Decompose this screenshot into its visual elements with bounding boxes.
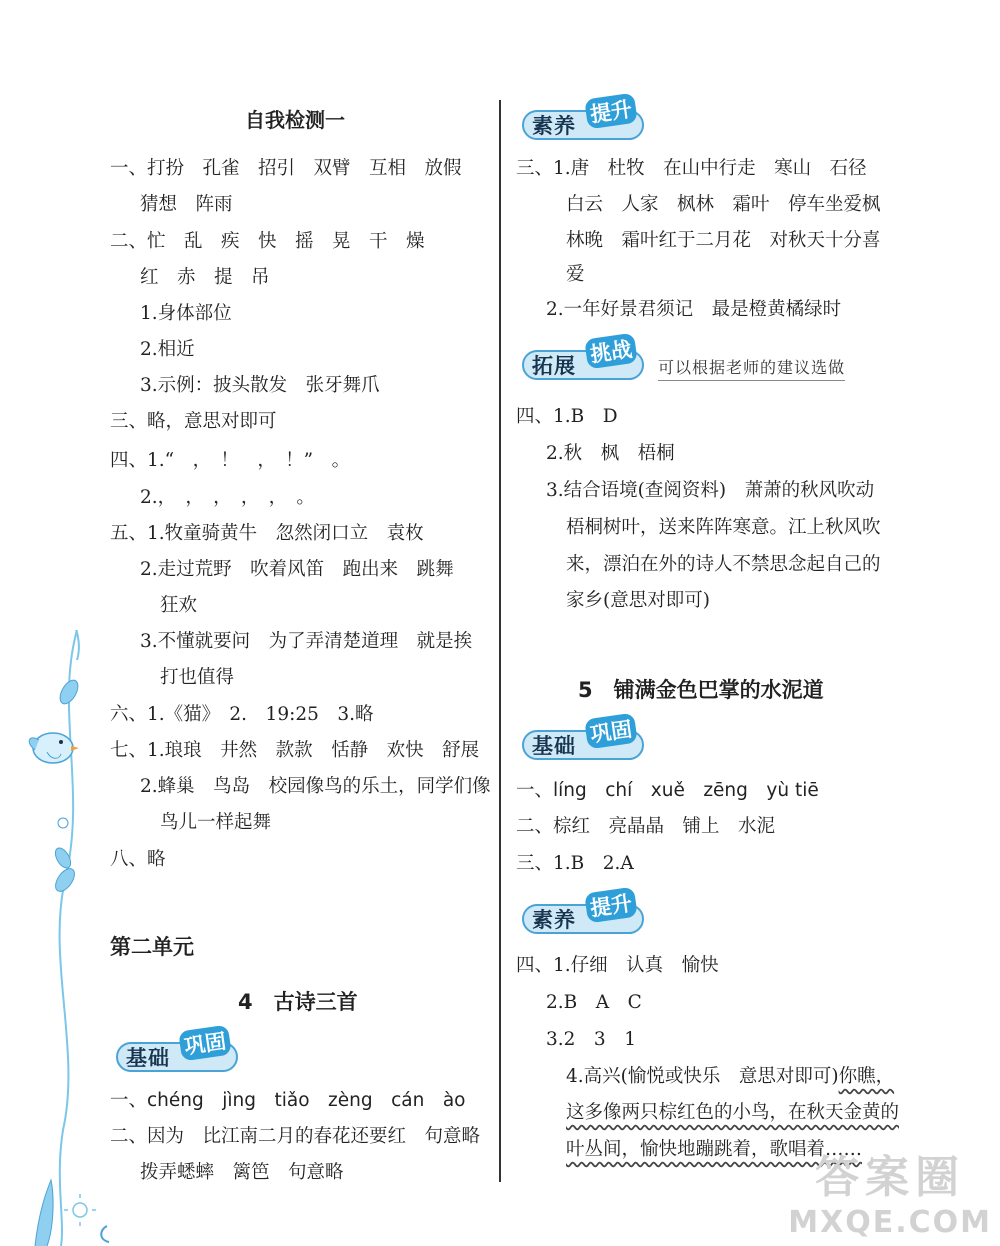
answer-line: 2.相近 <box>140 339 195 360</box>
answer-underlined: 叶丛间，愉快地蹦跳着，歌唱着…… <box>566 1139 863 1160</box>
answer-line: 2.蜂巢 鸟岛 校园像鸟的乐土，同学们像 <box>140 776 491 797</box>
unit-title: 第二单元 <box>110 935 194 959</box>
answer-line: 3.不懂就要问 为了弄清楚道理 就是挨 <box>140 631 473 652</box>
answer-line: 二、忙 乱 疾 快 摇 晃 干 燥 <box>110 231 425 252</box>
answer-line: 七、1.琅琅 井然 款款 恬静 欢快 舒展 <box>110 740 480 761</box>
answer-line: 五、1.牧童骑黄牛 忽然闭口立 袁枚 <box>110 523 424 544</box>
answer-underlined: 这多像两只棕红色的小鸟，在秋天金黄的 <box>566 1102 900 1123</box>
sun-icon <box>64 1194 96 1226</box>
badge-sub-label: 提升 <box>584 887 638 924</box>
watermark-url: MXQE.COM <box>788 1205 992 1240</box>
answer-underlined: 你瞧， <box>838 1066 895 1087</box>
lesson-title: 5 铺满金色巴掌的水泥道 <box>578 678 824 702</box>
watermark <box>788 1141 992 1240</box>
answer-line: 三、略，意思对即可 <box>110 411 277 432</box>
answer-line: 爱 <box>566 264 585 285</box>
answer-text: 4.高兴(愉悦或快乐 意思对即可) <box>566 1066 839 1087</box>
answer-line: 三、1.唐 杜牧 在山中行走 寒山 石径 <box>516 158 867 179</box>
badge-sub-label: 巩固 <box>584 713 638 750</box>
answer-line: 来，漂泊在外的诗人不禁思念起自己的 <box>566 554 881 575</box>
answer-line: 三、1.B 2.A <box>516 853 634 874</box>
answer-line: 六、1.《猫》 2. 19:25 3.略 <box>110 704 374 725</box>
badge-suyang <box>522 892 662 938</box>
answer-line: 白云 人家 枫林 霜叶 停车坐爱枫 <box>566 194 881 215</box>
section-title-self-test: 自我检测一 <box>245 108 345 132</box>
answer-line: 四、1.仔细 认真 愉快 <box>516 955 719 976</box>
answer-line: 一、chéng jìng tiǎo zèng cán ào <box>110 1090 466 1111</box>
column-divider <box>499 100 501 1182</box>
answer-line: 一、líng chí xuě zēng yù tiē <box>516 780 819 801</box>
badge-main-label: 拓展 <box>532 354 576 378</box>
answer-line: 一、打扮 孔雀 招引 双臂 互相 放假 <box>110 158 462 179</box>
answer-line: 四、1.B D <box>516 406 618 427</box>
badge-tuozhan <box>522 338 662 384</box>
badge-sub-label: 巩固 <box>178 1025 232 1062</box>
answer-line: 打也值得 <box>160 667 235 688</box>
answer-line: 梧桐树叶，送来阵阵寒意。江上秋风吹 <box>566 517 881 538</box>
answer-line: 鸟儿一样起舞 <box>160 812 272 833</box>
answer-line: 2.B A C <box>546 992 642 1013</box>
lesson-title: 4 古诗三首 <box>238 990 358 1014</box>
answer-line: 狂欢 <box>160 595 198 616</box>
badge-sub-label: 挑战 <box>584 333 638 370</box>
answer-line: 2.秋 枫 梧桐 <box>546 443 675 464</box>
answer-line: 1.身体部位 <box>140 303 232 324</box>
badge-jichu <box>522 718 662 764</box>
answer-line: 八、略 <box>110 849 166 870</box>
answer-line <box>566 1065 894 1089</box>
answer-line: 2.走过荒野 吹着风笛 跑出来 跳舞 <box>140 559 454 580</box>
badge-main-label: 素养 <box>532 908 576 932</box>
badge-main-label: 基础 <box>126 1046 170 1070</box>
answer-line: 2.一年好景君须记 最是橙黄橘绿时 <box>546 299 842 320</box>
answer-line: 二、棕红 亮晶晶 铺上 水泥 <box>516 816 776 837</box>
moon-icon <box>101 1226 109 1242</box>
answer-line: 拨弄蟋蟀 篱笆 句意略 <box>140 1162 344 1183</box>
watermark-logo: 答案圈 <box>815 1152 966 1203</box>
optional-hint: 可以根据老师的建议选做 <box>658 355 845 381</box>
vine-bird-decoration <box>25 630 115 1246</box>
answer-line: 四、1.“ ， ！ ， ！” 。 <box>110 450 351 471</box>
answer-line: 林晚 霜叶红于二月花 对秋天十分喜 <box>566 230 881 251</box>
answer-line: 二、因为 比江南二月的春花还要红 句意略 <box>110 1126 481 1147</box>
answer-line: 2.， ， ， ， ， 。 <box>140 487 315 508</box>
answer-line: 3.2 3 1 <box>546 1029 636 1050</box>
badge-suyang <box>522 98 662 144</box>
badge-main-label: 基础 <box>532 734 576 758</box>
answer-line: 3.示例：披头散发 张牙舞爪 <box>140 375 380 396</box>
badge-main-label: 素养 <box>532 114 576 138</box>
badge-jichu <box>116 1030 256 1076</box>
answer-line: 红 赤 提 吊 <box>140 267 270 288</box>
leaf-icon <box>35 1180 53 1246</box>
answer-line: 3.结合语境(查阅资料) 萧萧的秋风吹动 <box>546 480 875 501</box>
badge-sub-label: 提升 <box>584 93 638 130</box>
answer-line: 猜想 阵雨 <box>140 194 233 215</box>
answer-line: 家乡(意思对即可) <box>566 590 710 611</box>
